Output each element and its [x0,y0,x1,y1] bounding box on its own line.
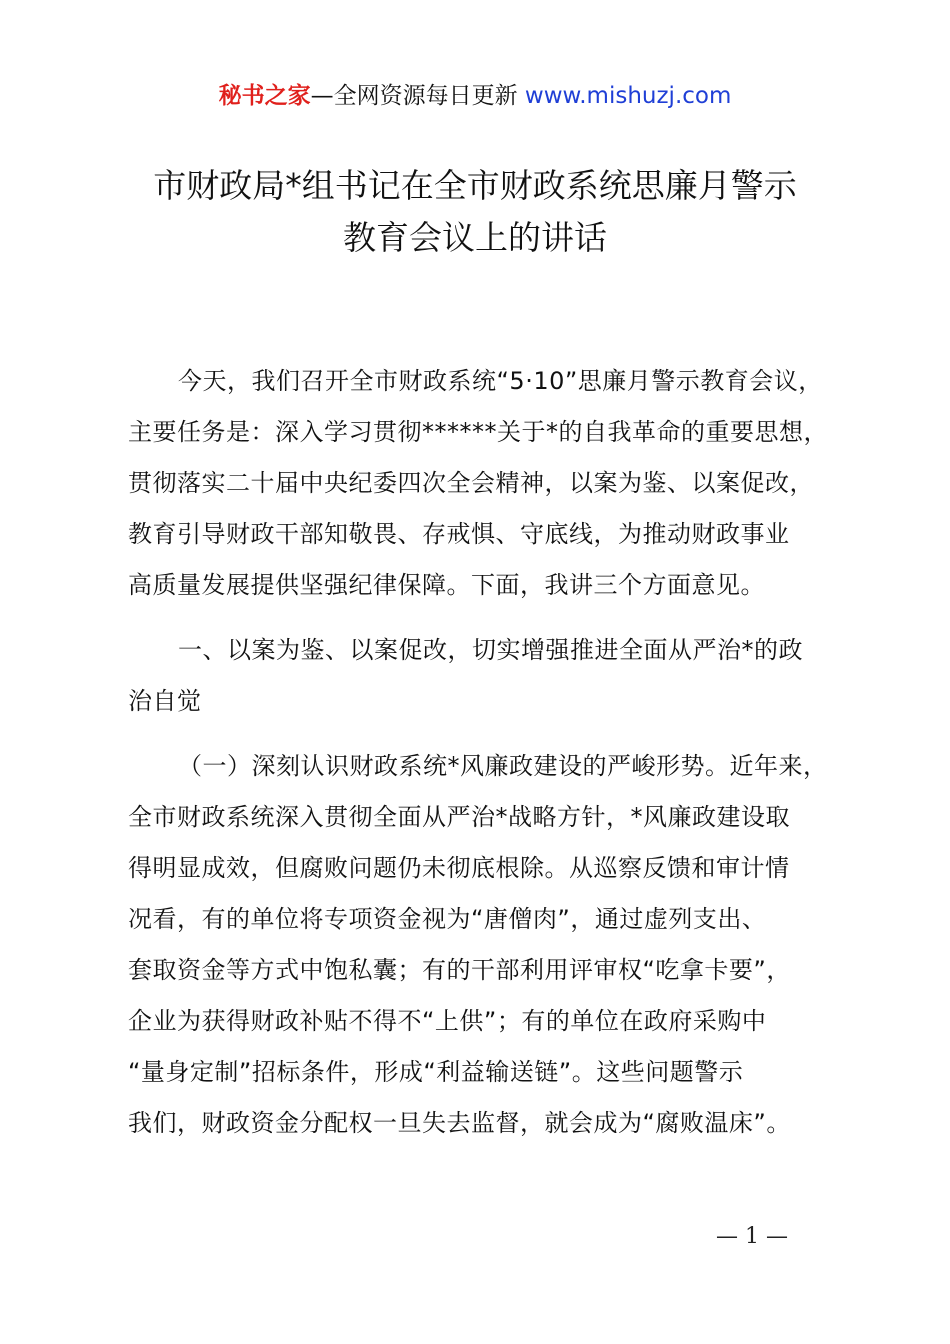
section-heading-1 [128,625,858,727]
document-body [128,356,858,1149]
paragraph-line: “量身定制”招标条件，形成“利益输送链”。这些问题警示 [128,1058,744,1086]
paragraph-line: 高质量发展提供坚强纪律保障。下面，我讲三个方面意见。 [128,571,765,599]
document-title [0,160,950,264]
heading-line: 一、以案为鉴、以案促改，切实增强推进全面从严治*的政 [178,636,803,664]
paragraph-line: 得明显成效，但腐败问题仍未彻底根除。从巡察反馈和审计情 [128,854,790,882]
paragraph-line: 套取资金等方式中饱私囊；有的干部利用评审权“吃拿卡要”， [128,956,791,984]
paragraph-line: （一）深刻认识财政系统*风廉政建设的严峻形势。近年来， [178,752,828,780]
paragraph-line: 今天，我们召开全市财政系统“5·10”思廉月警示教育会议， [178,367,823,395]
heading-line: 治自觉 [128,687,202,715]
title-line-2: 教育会议上的讲话 [343,218,607,257]
paragraph-line: 主要任务是：深入学习贯彻******关于*的自我革命的重要思想， [128,418,828,446]
paragraph-situation [128,741,858,1149]
site-url-link[interactable]: www.mishuzj.com [524,83,732,109]
paragraph-line: 企业为获得财政补贴不得不“上供”；有的单位在政府采购中 [128,1007,767,1035]
paragraph-line: 教育引导财政干部知敬畏、存戒惧、守底线，为推动财政事业 [128,520,790,548]
paragraph-line: 贯彻落实二十届中央纪委四次全会精神，以案为鉴、以案促改， [128,469,814,497]
paragraph-line: 我们，财政资金分配权一旦失去监督，就会成为“腐败温床”。 [128,1109,791,1137]
brand-name: 秘书之家 [218,83,311,109]
page-number: — 1 — [716,1224,788,1249]
site-banner [0,80,950,112]
paragraph-line: 全市财政系统深入贯彻全面从严治*战略方针，*风廉政建设取 [128,803,790,831]
title-line-1: 市财政局*组书记在全市财政系统思廉月警示 [153,166,797,205]
banner-tagline: —全网资源每日更新 [310,83,518,109]
paragraph-intro [128,356,858,611]
paragraph-line: 况看，有的单位将专项资金视为“唐僧肉”，通过虚列支出、 [128,905,767,933]
